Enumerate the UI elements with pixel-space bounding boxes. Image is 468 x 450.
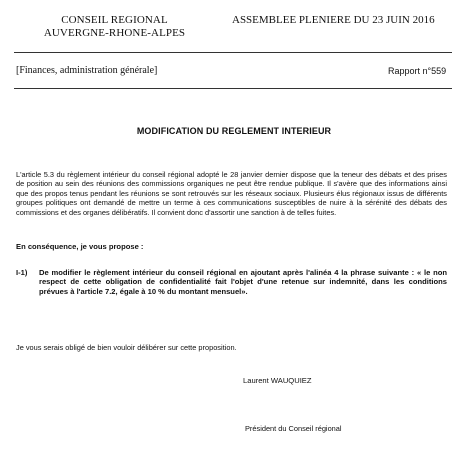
organization-region: AUVERGNE-RHONE-ALPES	[43, 27, 186, 39]
signer-name: Laurent WAUQUIEZ	[243, 376, 312, 385]
proposal-item-number: I-1)	[16, 268, 28, 277]
report-number: Rapport n°559	[388, 66, 447, 76]
signer-title: Président du Conseil régional	[245, 424, 342, 433]
header-divider-bottom	[14, 88, 452, 89]
intro-paragraph: L'article 5.3 du règlement intérieur du conseil régional adopté le 28 janvier dernier dispose que la teneur des débats et des prises de position au sein des réunions des commissions organiques ne peut être rendue publique. Il s'avère que des informations ainsi que des propos tenus pendant les réunions se sont retrouvés sur les réseaux sociaux. Plusieurs élus régionaux issus de différents groupes politiques ont demandé de mettre un terme à ces communications susceptibles de nuire à la sérénité des débats des commissions et des organes délibératifs. Il convient donc d'assortir une sanction à de telles fuites.	[16, 170, 447, 217]
organization-block	[32, 14, 197, 40]
session-title: ASSEMBLEE PLENIERE DU 23 JUIN 2016	[232, 14, 435, 26]
document-title: MODIFICATION DU REGLEMENT INTERIEUR	[136, 126, 332, 136]
header-divider-top	[14, 52, 452, 53]
proposal-intro: En conséquence, je vous propose :	[16, 242, 144, 251]
service-label: [Finances, administration générale]	[16, 65, 158, 76]
closing-sentence: Je vous serais obligé de bien vouloir délibérer sur cette proposition.	[16, 343, 237, 352]
proposal-item-text: De modifier le règlement intérieur du conseil régional en ajoutant après l'alinéa 4 la phrase suivante : « le non respect de cette obligation de confidentialité fait l'objet d'une retenue sur indemnité, dans les conditions prévues à l'article 7.2, égale à 10 % du montant mensuel».	[39, 268, 447, 296]
organization-name: CONSEIL REGIONAL	[61, 14, 168, 26]
